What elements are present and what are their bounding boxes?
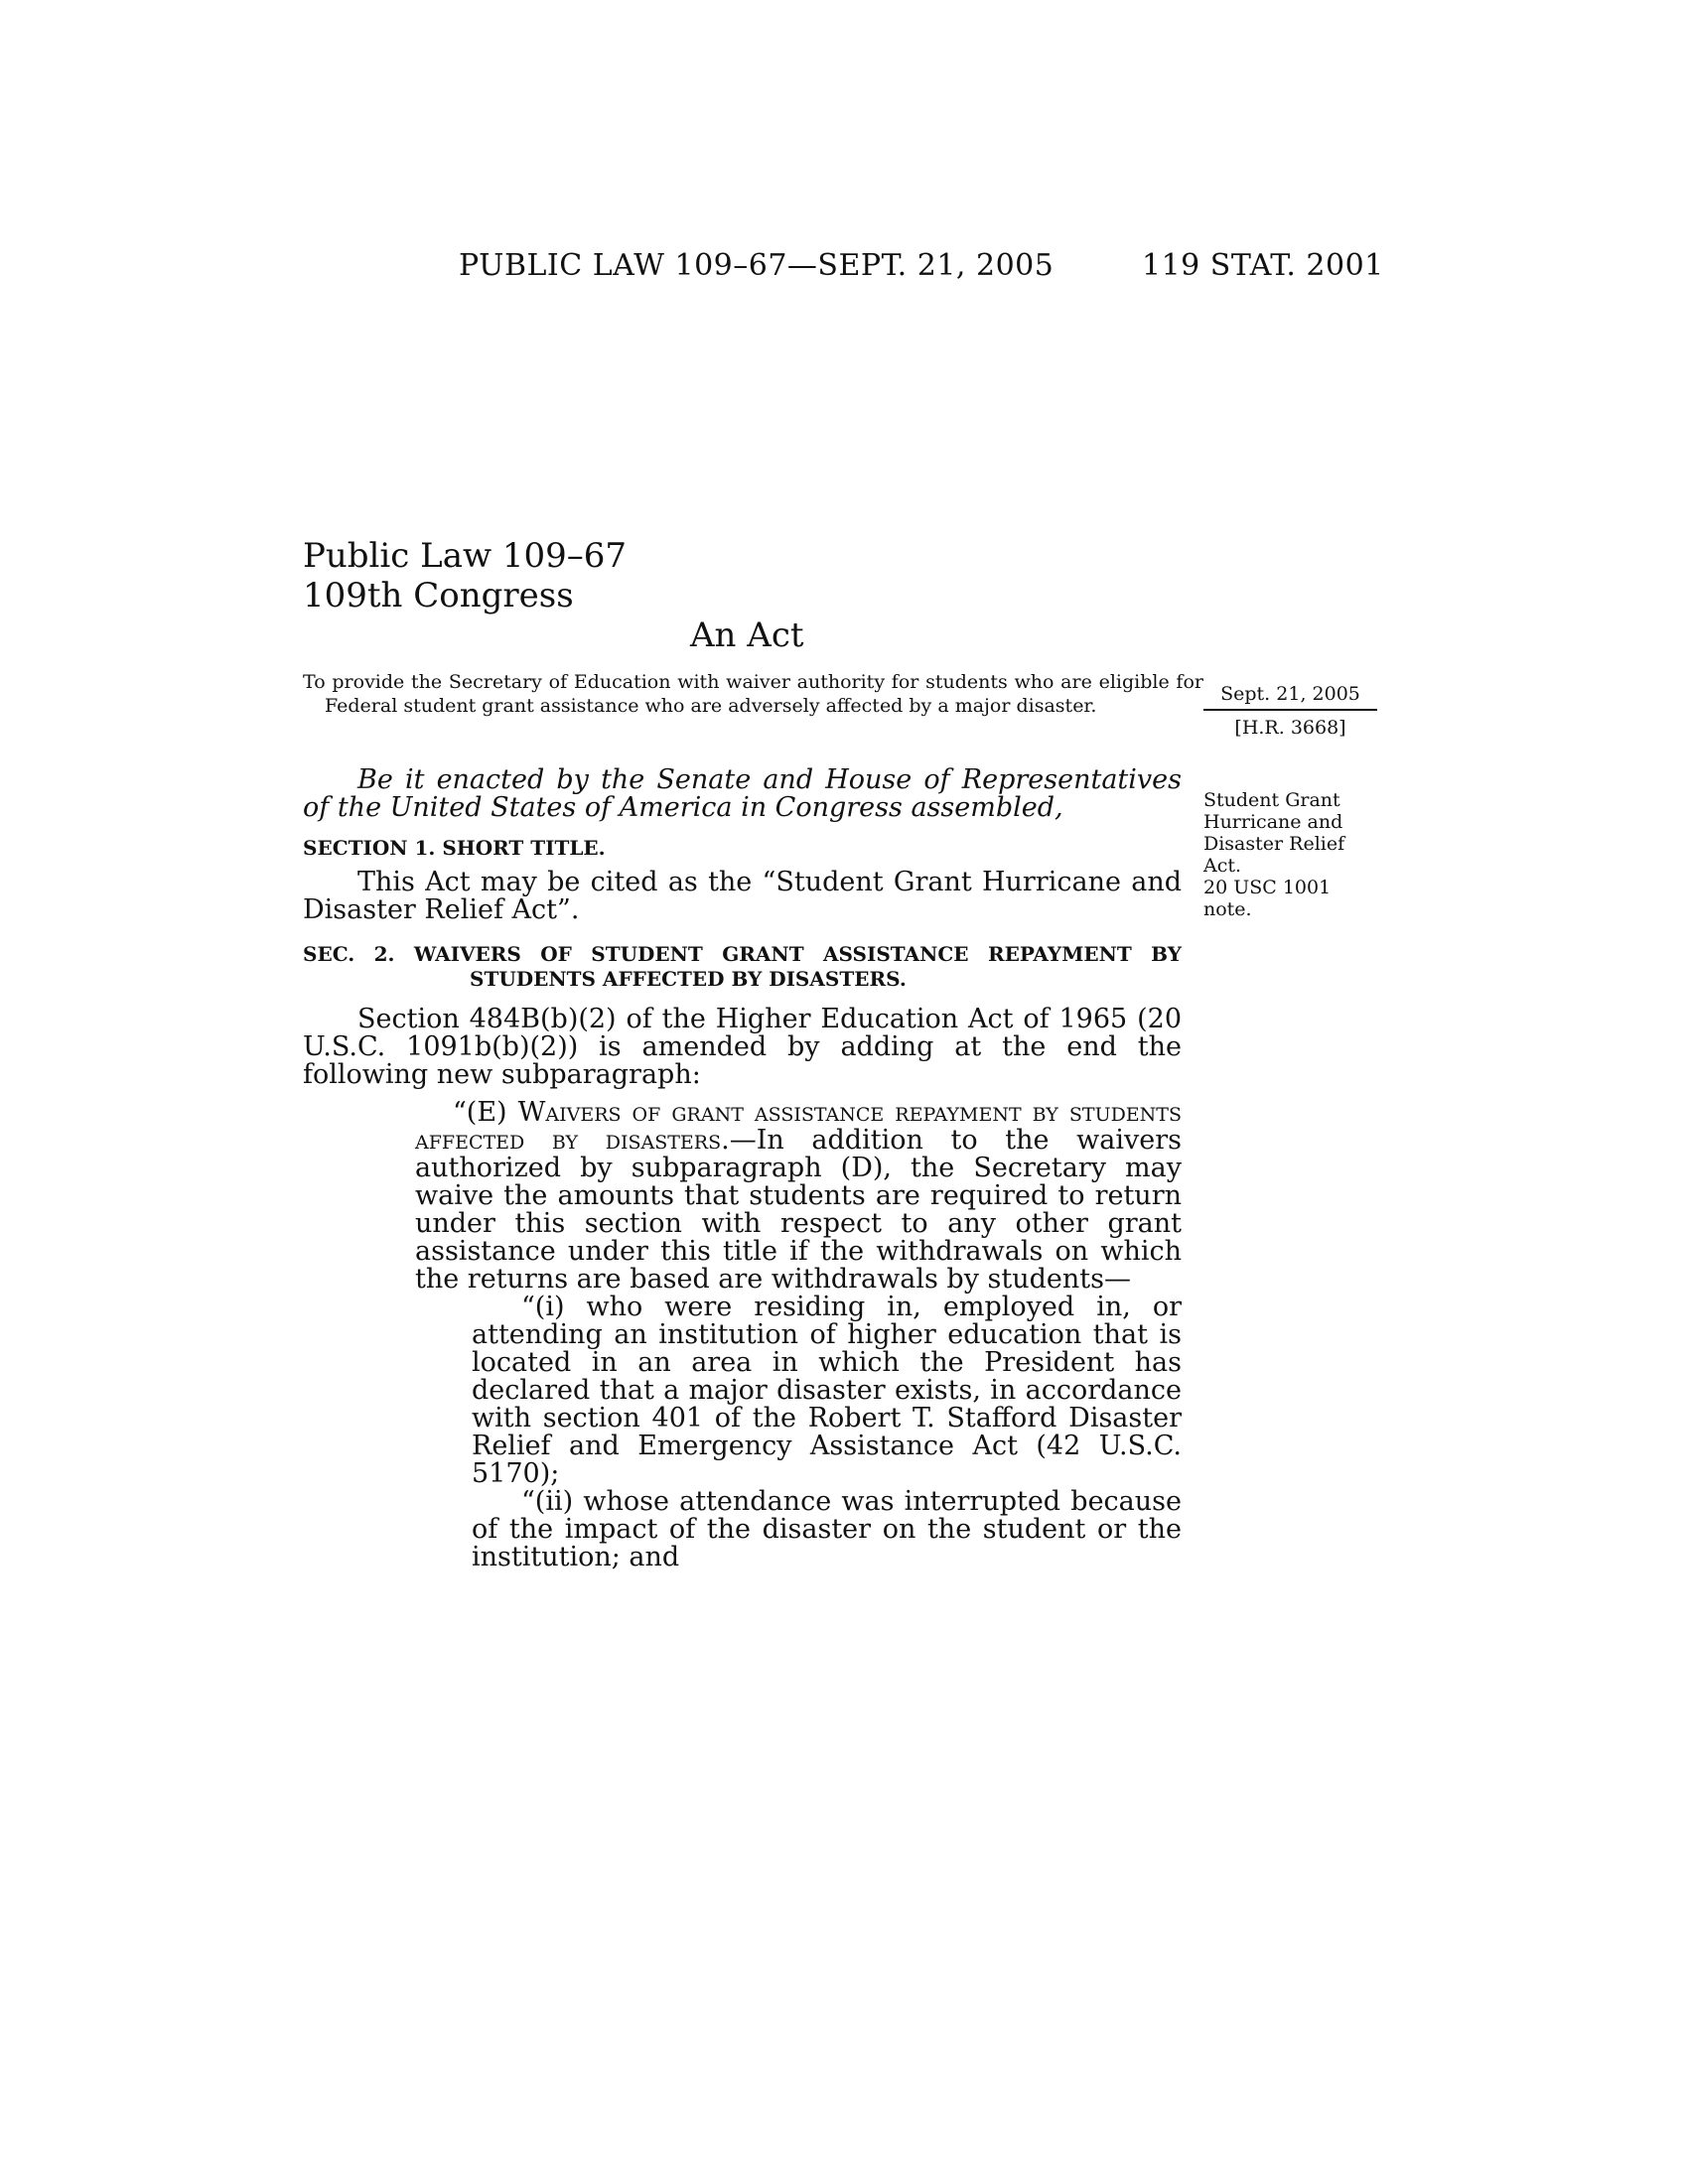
section-2-intro: Section 484B(b)(2) of the Higher Education Act of 1965 (20 U.S.C. 1091b(b)(2)) is amended by adding at the end the following new subparagraph: <box>303 1004 1182 1090</box>
law-title-block <box>303 536 627 615</box>
subparagraph-e-text: —In addition to the waivers authorized by subparagraph (D), the Secretary may waive the amounts that students are required to return under this section with respect to any other grant assistance under this title if the withdrawals on which the returns are based are withdrawals by students— <box>415 1125 1182 1295</box>
statute-page-number: 119 STAT. 2001 <box>1142 248 1384 283</box>
enacting-clause: Be it enacted by the Senate and House of Representatives of the United States of America in Congress assembled, <box>303 764 1182 823</box>
act-heading: An Act <box>690 615 804 655</box>
clause-i: “(i) who were residing in, employed in, or attending an institution of higher education that is located in an area in which the President has declared that a major disaster exists, in accordance with section 401 of the Robert T. Stafford Disaster Relief and Emergency Assistance Act (42 U.S.C. 5170); <box>472 1292 1182 1489</box>
enactment-date: Sept. 21, 2005 <box>1203 683 1377 711</box>
clause-ii: “(ii) whose attendance was interrupted because of the impact of the disaster on the student or the institution; and <box>472 1486 1182 1572</box>
margin-date-block <box>1203 683 1377 739</box>
margin-short-title-note: Student Grant Hurricane and Disaster Relief Act. <box>1203 789 1345 877</box>
act-purpose: To provide the Secretary of Education with waiver authority for students who are eligible for Federal student grant assistance who are adversely affected by a major disaster. <box>303 671 1203 717</box>
margin-usc-note: 20 USC 1001 note. <box>1203 877 1332 920</box>
subparagraph-e-heading: “(E) Waivers of grant assistance repayment by students affected by disasters. <box>415 1097 1182 1156</box>
section-1-heading: SECTION 1. SHORT TITLE. <box>303 836 606 860</box>
section-1-text: This Act may be cited as the “Student Grant Hurricane and Disaster Relief Act”. <box>303 867 1182 925</box>
bill-number: [H.R. 3668] <box>1234 717 1346 739</box>
running-head: PUBLIC LAW 109–67—SEPT. 21, 2005 <box>459 248 1055 283</box>
congress-label: 109th Congress <box>303 576 574 615</box>
section-2-heading: SEC. 2. WAIVERS OF STUDENT GRANT ASSISTANCE REPAYMENT BY STUDENTS AFFECTED BY DISASTERS. <box>303 942 1182 991</box>
subparagraph-e <box>415 1099 1182 1294</box>
public-law-number: Public Law 109–67 <box>303 536 628 576</box>
act-body <box>303 766 1182 1571</box>
